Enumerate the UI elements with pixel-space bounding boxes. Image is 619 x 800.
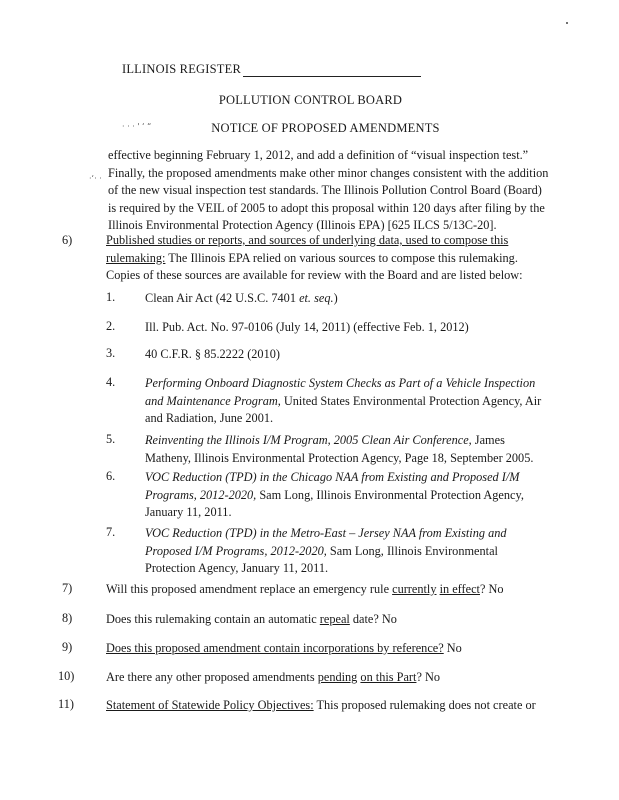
source-number: 5. — [106, 432, 116, 446]
section-6-text — [106, 232, 550, 285]
intro-paragraph — [108, 147, 552, 235]
section-6-line-2-text: The Illinois EPA relied on various sources to compose this rulemaking. — [165, 250, 518, 265]
citation-title: VOC Reduction (TPD) in the Metro-East – Jersey NAA from Existing and Proposed I/M Programs, 2012-2020, — [145, 526, 507, 558]
question-text — [106, 581, 556, 598]
source-number: 3. — [106, 346, 116, 360]
source-citation — [145, 375, 545, 428]
source-citation — [145, 319, 545, 337]
register-title: ILLINOIS REGISTER — [121, 62, 241, 76]
question-fragment: Will this proposed amendment replace an emergency rule — [106, 582, 393, 596]
citation-source: James Matheny, Illinois Environmental Protection Agency, Page 18, September 2005. — [145, 433, 534, 465]
citation-source: Sam Long, Illinois Environmental Protection Agency, January 11, 2011. — [145, 543, 498, 575]
question-number: 9) — [62, 640, 73, 654]
citation-text: Ill. Pub. Act. No. 97-0106 (July 14, 2011) (effective Feb. 1, 2012) — [145, 320, 469, 334]
source-number: 4. — [106, 375, 116, 389]
citation-text: 40 C.F.R. § 85.2222 (2010) — [145, 347, 280, 361]
section-6-heading: Published studies or reports, and sources of underlying data, used to compose this — [106, 233, 509, 247]
underlined-text: Does this proposed amendment contain incorporations by reference? — [106, 641, 444, 655]
register-issue-line — [243, 64, 421, 77]
question-text — [106, 640, 556, 657]
question-fragment: No — [443, 641, 462, 655]
section-6-line-3: Copies of these sources are available for review with the Board and are listed below: — [106, 268, 523, 283]
question-number: 7) — [62, 581, 73, 595]
question-text — [106, 669, 556, 686]
underlined-text: on this Part — [360, 670, 417, 684]
source-citation — [145, 525, 545, 578]
citation-source: Sam Long, Illinois Environmental Protection Agency, January 11, 2011. — [145, 487, 524, 519]
underlined-text: in effect — [439, 582, 480, 596]
citation-text: Clean Air Act (42 U.S.C. 7401 — [145, 291, 300, 305]
question-number: 8) — [62, 611, 73, 625]
question-text — [106, 611, 556, 628]
underlined-text: currently — [392, 582, 437, 596]
margin-mark: ·‘· · — [89, 174, 102, 183]
intro-line-2: Finally, the proposed amendments make other minor changes consistent with the addition — [108, 165, 549, 180]
source-number: 7. — [106, 525, 116, 539]
underlined-text: pending — [317, 670, 358, 684]
source-citation — [145, 432, 545, 467]
intro-line-4: is required by the VEIL of 2005 to adopt this proposal within 120 days after filing by the — [108, 200, 545, 215]
citation-title: Reinventing the Illinois I/M Program, 2005 Clean Air Conference, — [145, 433, 472, 447]
board-title: POLLUTION CONTROL BOARD — [218, 93, 403, 107]
section-6-heading-end: rulemaking: — [106, 250, 166, 265]
scan-speck — [566, 22, 568, 24]
question-fragment: Does this rulemaking contain an automatic — [106, 612, 320, 626]
source-number: 1. — [106, 290, 116, 304]
source-citation — [145, 290, 545, 308]
section-6-line-2 — [106, 250, 550, 268]
register-header — [0, 62, 619, 77]
citation-title: Performing Onboard Diagnostic System Checks as Part of a Vehicle Inspection and Maintenance Program, — [145, 376, 536, 408]
intro-line-1: effective beginning February 1, 2012, and add a definition of “visual inspection test.” — [108, 148, 529, 162]
question-fragment: Are there any other proposed amendments — [106, 670, 318, 684]
section-6-number: 6) — [62, 233, 73, 247]
underlined-text: repeal — [319, 612, 350, 626]
source-citation — [145, 346, 545, 364]
question-fragment: ? No — [416, 670, 441, 684]
intro-line-5: Illinois Environmental Protection Agency (Illinois EPA) [625 ILCS 5/13C-20]. — [108, 218, 497, 233]
question-number: 10) — [58, 669, 75, 683]
question-text — [106, 697, 556, 714]
question-fragment: This proposed rulemaking does not create or — [313, 698, 536, 712]
source-number: 2. — [106, 319, 116, 333]
scan-marks: · · · ' ‘ “ — [122, 122, 152, 131]
intro-line-3: of the new visual inspection test standards. The Illinois Pollution Control Board (Board) — [108, 183, 542, 198]
source-number: 6. — [106, 469, 116, 483]
citation-source: United States Environmental Protection Agency, Air and Radiation, June 2001. — [145, 393, 542, 425]
source-citation — [145, 469, 545, 522]
citation-title: et. seq. — [299, 291, 334, 305]
question-number: 11) — [58, 697, 74, 711]
citation-source: ) — [333, 291, 338, 305]
question-fragment: ? No — [479, 582, 504, 596]
notice-title: NOTICE OF PROPOSED AMENDMENTS — [211, 121, 440, 135]
underlined-text: Statement of Statewide Policy Objectives: — [106, 698, 314, 712]
citation-title: VOC Reduction (TPD) in the Chicago NAA from Existing and Proposed I/M Programs, 2012-2020, — [145, 470, 520, 502]
question-fragment: date? No — [349, 612, 397, 626]
